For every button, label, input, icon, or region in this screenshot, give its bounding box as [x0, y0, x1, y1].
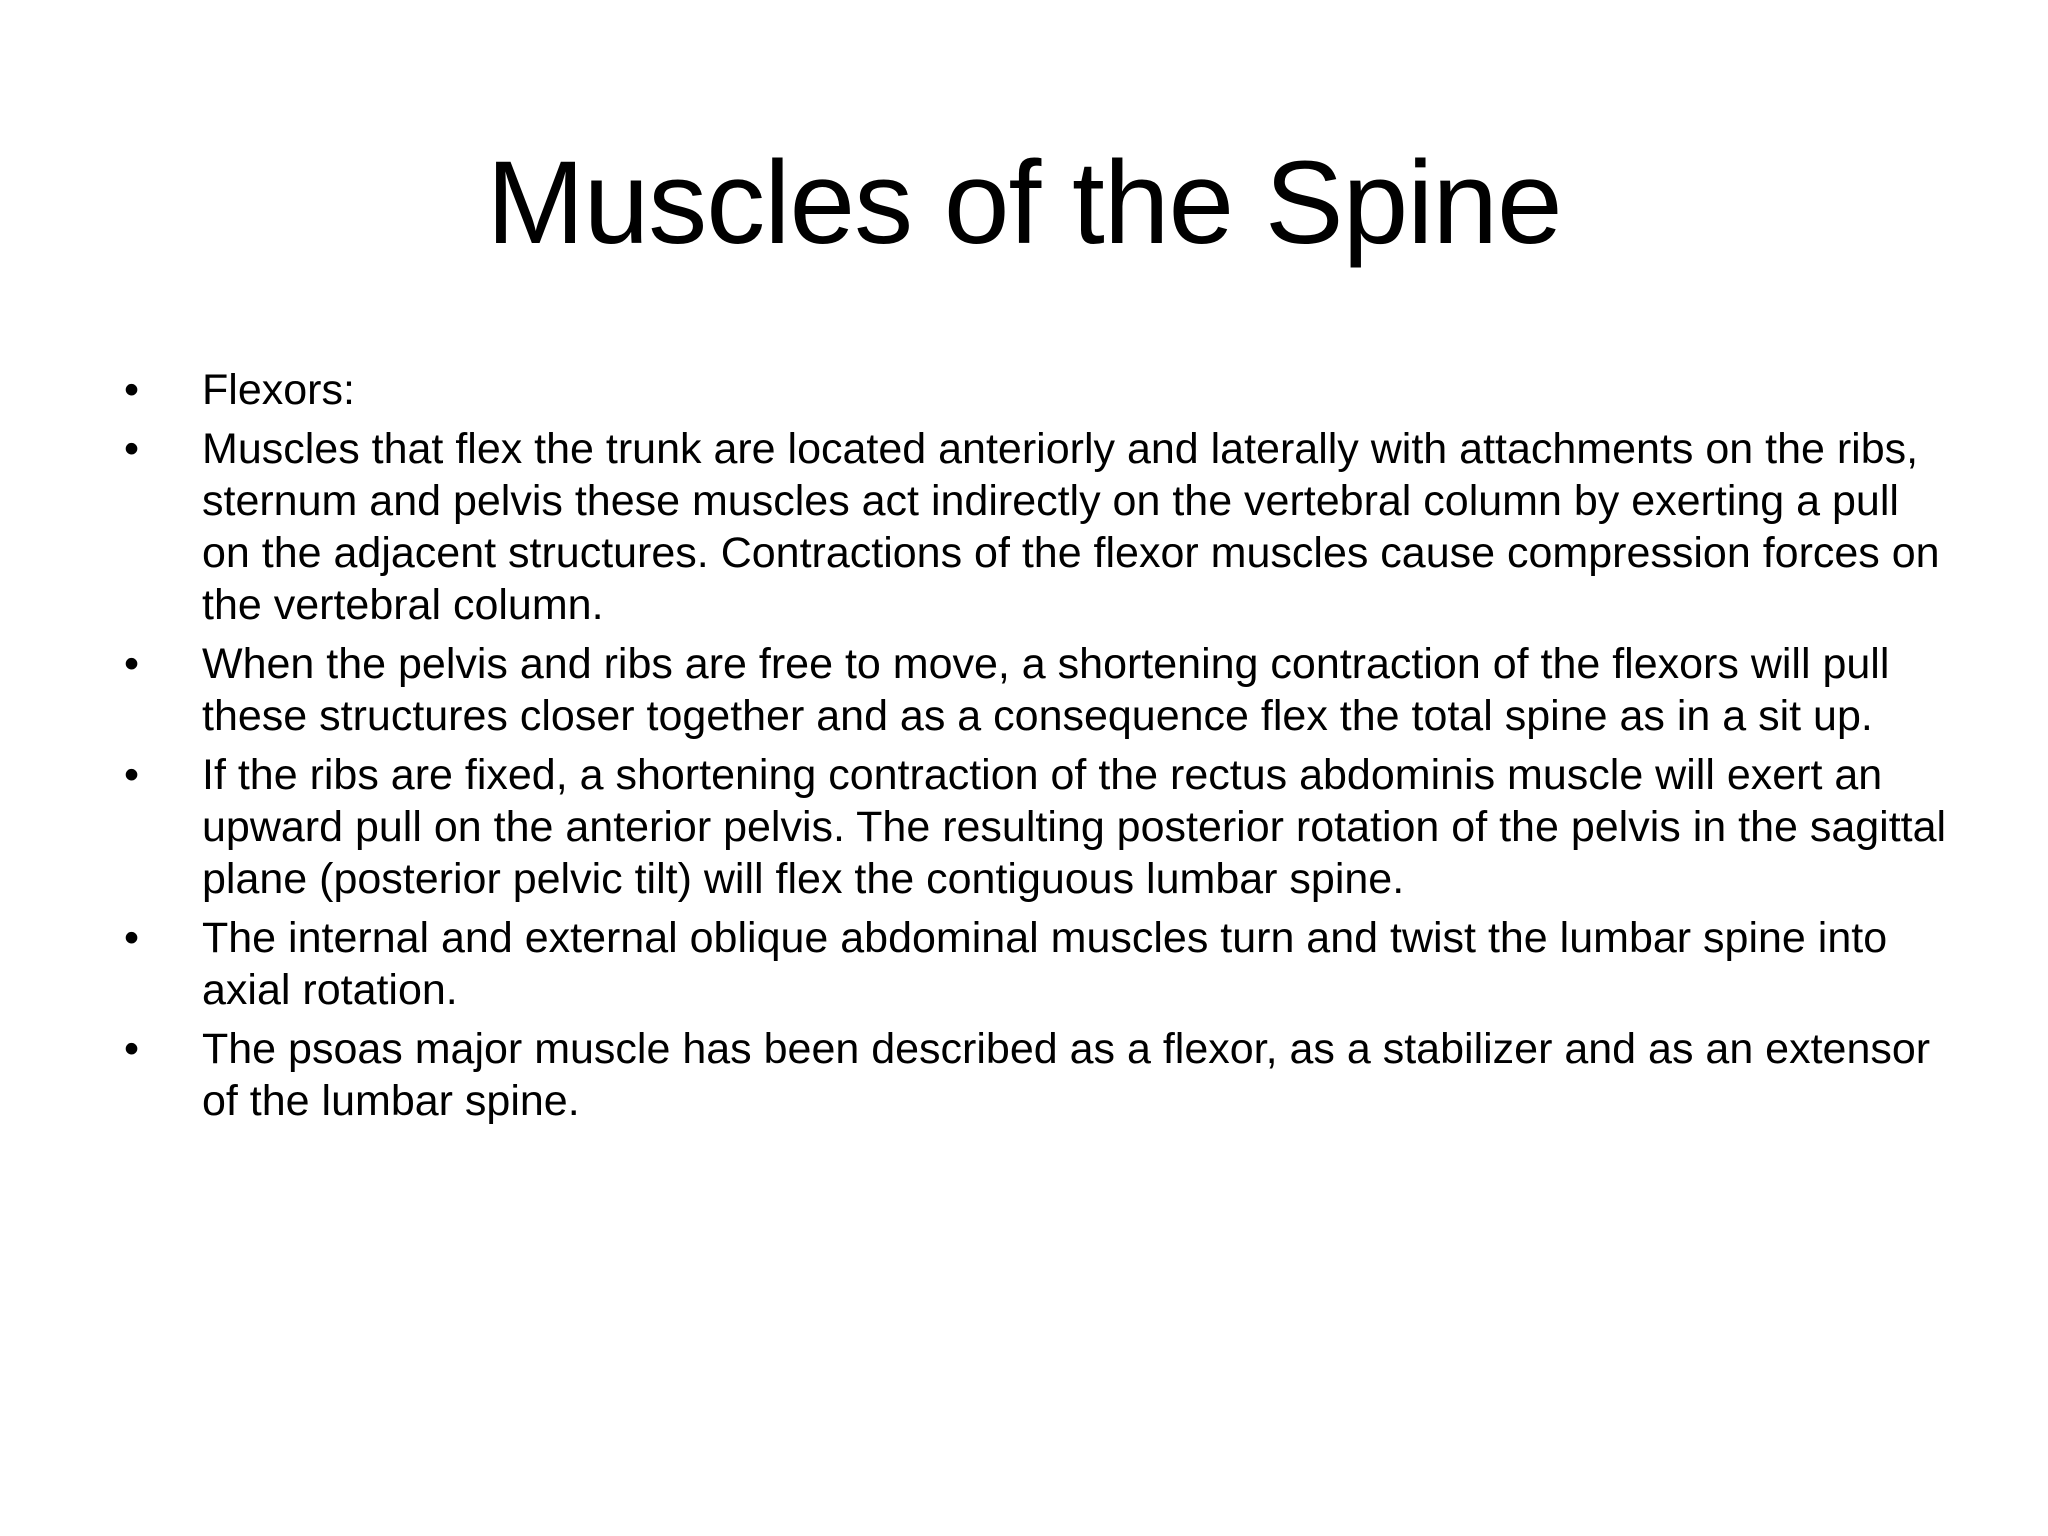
- bullet-icon: •: [124, 751, 140, 799]
- bullet-text: The psoas major muscle has been described as a flexor, as a stabilizer and as an extensor of the lumbar spine.: [202, 1025, 1931, 1125]
- bullet-icon: •: [124, 425, 140, 473]
- slide-title: Muscles of the Spine: [486, 137, 1562, 269]
- bullet-icon: •: [124, 366, 140, 414]
- bullet-list: [120, 364, 1950, 1134]
- bullet-text: Flexors:: [202, 366, 355, 414]
- bullet-icon: •: [124, 914, 140, 962]
- bullet-item: [120, 749, 1950, 905]
- bullet-item: [120, 423, 1950, 631]
- bullet-text: The internal and external oblique abdominal muscles turn and twist the lumbar spine into axial rotation.: [202, 914, 1888, 1014]
- bullet-item: [120, 1023, 1950, 1127]
- bullet-text: Muscles that flex the trunk are located anteriorly and laterally with attachments on the ribs, sternum and pelvis these muscles act indirectly on the vertebral column by exerting a pull on the adjacent structures. Contractions of the flexor muscles cause compression forces on the vertebral column.: [202, 425, 1940, 629]
- bullet-icon: •: [124, 640, 140, 688]
- bullet-item: [120, 912, 1950, 1016]
- bullet-item: [120, 638, 1950, 742]
- bullet-item: [120, 364, 1950, 416]
- bullet-text: When the pelvis and ribs are free to move, a shortening contraction of the flexors will pull these structures closer together and as a consequence flex the total spine as in a sit up.: [202, 640, 1890, 740]
- bullet-icon: •: [124, 1025, 140, 1073]
- bullet-text: If the ribs are fixed, a shortening contraction of the rectus abdominis muscle will exert an upward pull on the anterior pelvis. The resulting posterior rotation of the pelvis in the sagittal plane (posterior pelvic tilt) will flex the contiguous lumbar spine.: [202, 751, 1947, 903]
